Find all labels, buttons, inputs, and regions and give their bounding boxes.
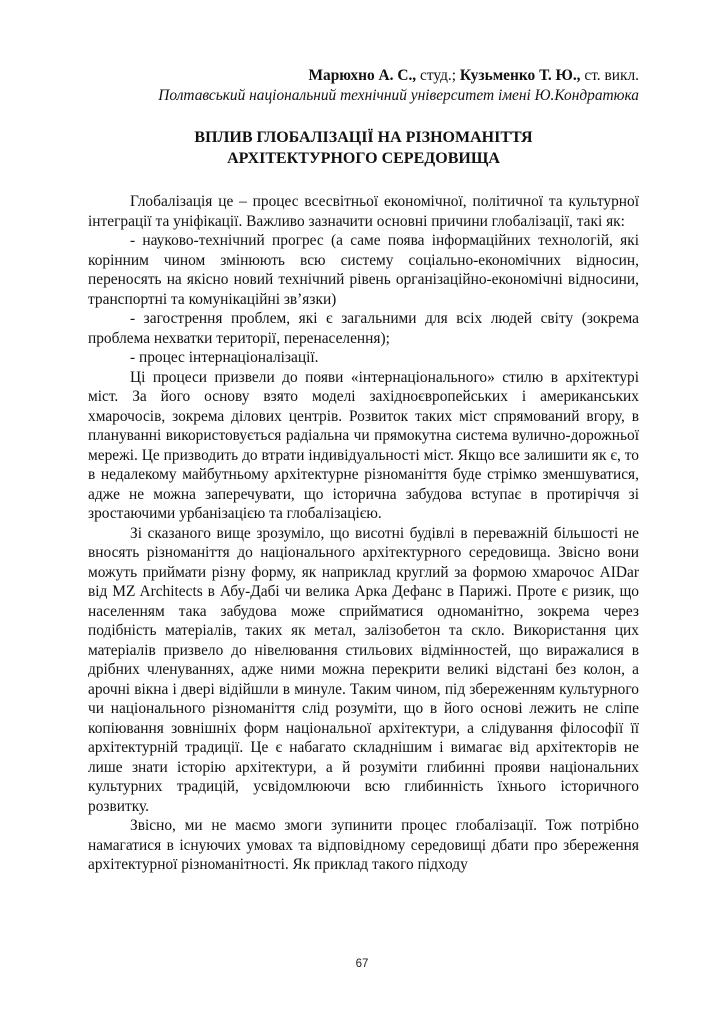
document-page (88, 66, 639, 875)
author-2-name: Кузьменко Т. Ю., (459, 67, 581, 84)
paragraph-high-rise: Зі сказаного вище зрозуміло, що висотні будівлі в переважній більшості не вносять різноманіття до національного архітектурного середовища. Звісно вони можуть приймати різну форму, як наприклад круглий за формою хмарочос AIDar від MZ Architects в Абу-Дабі чи велика Арка Дефанс в Парижі. Проте є ризик, що населенням така забудова може сприйматися одноманітно, зокрема через подібність матеріалів, таких як метал, залізобетон та скло. Використання цих матеріалів призвело до нівелювання стильових відмінностей, що виражалися в дрібних членуваннях, адже ними можна перекрити великі відстані без колон, а арочні вікна і двері відійшли в минуле. Таким чином, під збереженням культурного чи національного різноманіття слід розуміти, що в його основі лежить не сліпе копіювання зовнішніх форм національної архітектури, а слідування філософії її архітектурній традиції. Це є набагато складнішим і вимагає від архітекторів не лише знати історію архітектури, а й розуміти глибинні прояви національних культурних традицій, усвідомлюючи всю глибинність їхнього історичного розвитку. (88, 524, 639, 815)
title-line-1: ВПЛИВ ГЛОБАЛІЗАЦІЇ НА РІЗНОМАНІТТЯ (194, 129, 533, 146)
author-line (88, 66, 639, 86)
paragraph-intro: Глобалізація це – процес всесвітньої економічної, політичної та культурної інтеграції та уніфікації. Важливо зазначити основні причини глобалізації, такі як: (88, 193, 639, 230)
author-2-role: ст. викл. (580, 67, 639, 84)
author-1-name: Марюхно А. С., (308, 67, 417, 84)
article-title (88, 128, 639, 169)
affiliation: Полтавський національний технічний університет імені Ю.Кондратюка (158, 86, 639, 104)
list-item-internationalization: - процес інтернаціоналізації. (130, 349, 319, 366)
paragraph-conclusion: Звісно, ми не маємо змоги зупинити процес глобалізації. Тож потрібно намагатися в існуючих умовах та відповідному середовищі дбати про збереження архітектурної різноманітності. Як приклад такого підходу (88, 817, 639, 873)
title-line-2: АРХІТЕКТУРНОГО СЕРЕДОВИЩА (227, 149, 500, 167)
paragraph-international-style: Ці процеси призвели до появи «інтернаціонального» стилю в архітектурі міст. За його основу взято моделі західноєвропейських і американських хмарочосів, зокрема ділових центрів. Розвиток таких міст спрямований вгору, в плануванні використовується радіальна чи прямокутна система вулично-дорожньої мережі. Це призводить до втрати індивідуальності міст. Якщо все залишити як є, то в недалекому майбутньому архітектурне різноманіття буде стрімко зменшуватися, адже не можна заперечувати, що історична забудова вступає в протиріччя зі зростаючими урбанізацією та глобалізацією. (88, 368, 639, 522)
list-item-progress: - науково-технічний прогрес (а саме поява інформаційних технологій, які корінним чином змінюють всю систему соціально-економічних відносин, переносять на якісно новий технічний рівень організаційно-економічні відносини, транспортні та комунікаційні зв’язки) (88, 232, 639, 308)
page-number: 67 (355, 958, 369, 970)
author-1-role: студ.; (416, 67, 457, 84)
list-item-problems: - загострення проблем, які є загальними для всіх людей світу (зокрема проблема нехватки території, перенаселення); (88, 310, 639, 347)
